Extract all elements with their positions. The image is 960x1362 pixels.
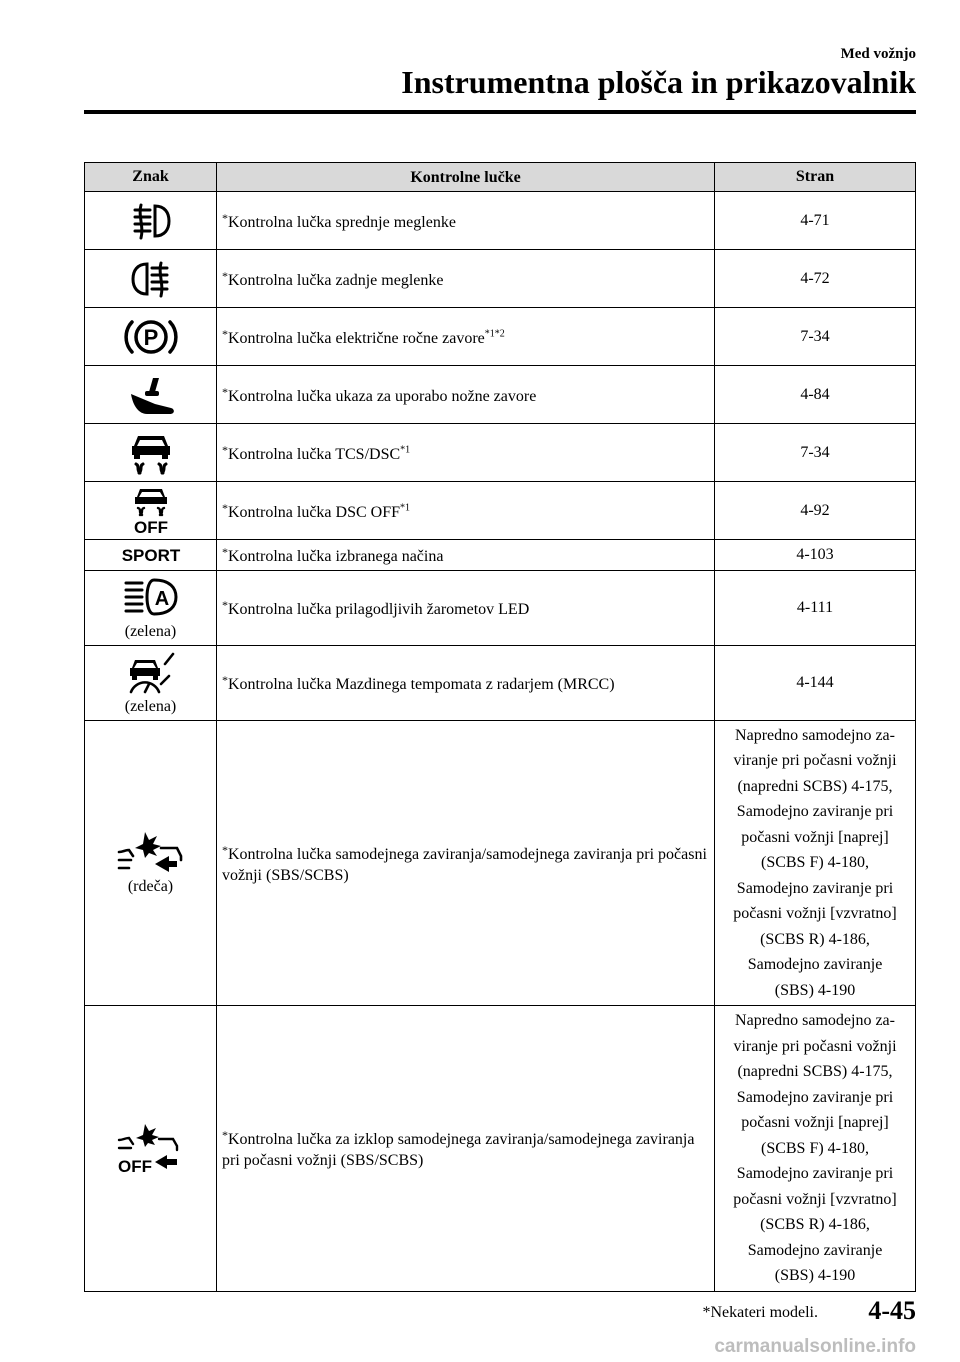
page-cell [715, 720, 916, 1006]
page-reference-line: Samodejno zaviranje pri [736, 1165, 894, 1182]
description-cell: *Kontrolna lučka Mazdinega tempomata z radarjem (MRCC) [217, 645, 715, 720]
rear-fog-light-icon [129, 259, 173, 299]
warning-lights-table [84, 162, 916, 1292]
svg-text:OFF: OFF [117, 1157, 152, 1175]
radar-cruise-control-icon [121, 650, 181, 694]
column-header-indicator: Kontrolne lučke [217, 163, 715, 192]
color-label: (zelena) [124, 697, 177, 715]
symbol-cell [85, 482, 217, 540]
page-reference-line: Samodejno zaviranje pri [736, 879, 894, 897]
table-row [85, 645, 916, 720]
table-row [85, 366, 916, 424]
color-label: (rdeča) [127, 877, 174, 895]
page-reference-line: Samodejno zaviranje [747, 956, 883, 973]
page-number: 4-45 [868, 1296, 916, 1325]
brake-pedal-icon [125, 374, 177, 416]
table-row [85, 1006, 916, 1292]
symbol-cell [85, 192, 217, 250]
page-reference-line: (napredni SCBS) 4-175, [737, 1063, 893, 1080]
description-cell: *Kontrolna lučka samodejnega zaviranja/samodejnega zaviranja pri počasni vožnji (SBS/SCBS) [217, 720, 715, 1006]
symbol-cell [85, 1006, 217, 1292]
sport-mode-icon [113, 545, 189, 565]
symbol-cell [85, 540, 217, 571]
watermark: carmanualsonline.info [714, 1336, 916, 1357]
page-cell: 4-103 [715, 540, 916, 571]
page-cell [715, 1006, 916, 1292]
table-row [85, 250, 916, 308]
page-cell: 4-92 [715, 482, 916, 540]
page-reference-line: Samodejno zaviranje pri [736, 1088, 894, 1106]
table-row [85, 570, 916, 645]
footnote: *Nekateri modeli. [702, 1304, 818, 1321]
svg-text:SPORT: SPORT [121, 545, 180, 565]
dsc-off-icon [124, 487, 178, 535]
header-rule [84, 110, 916, 114]
page-cell: 4-144 [715, 645, 916, 720]
page-reference-line: (SBS) 4-190 [774, 981, 856, 999]
table-row [85, 308, 916, 366]
page-cell: 4-84 [715, 366, 916, 424]
svg-text:A: A [154, 587, 169, 610]
page-reference-line: Napredno samodejno za- [735, 1012, 895, 1029]
symbol-cell [85, 720, 217, 1006]
table-row [85, 720, 916, 1006]
table-header-row [85, 163, 916, 192]
symbol-cell [85, 366, 217, 424]
table-row [85, 424, 916, 482]
page-reference-line: viranje pri počasni vožnji [733, 1037, 897, 1055]
description-cell: *Kontrolna lučka ukaza za uporabo nožne zavore [217, 366, 715, 424]
page-reference-line: (SBS) 4-190 [774, 1267, 856, 1284]
front-fog-light-icon [129, 201, 173, 241]
page-reference-line: Samodejno zaviranje [747, 1241, 883, 1259]
page-title: Instrumentna plošča in prikazovalnik [401, 64, 916, 100]
description-cell: *Kontrolna lučka sprednje meglenke [217, 192, 715, 250]
table-row [85, 540, 916, 571]
page-reference-line: (SCBS R) 4-186, [760, 930, 870, 948]
section-label: Med vožnjo [840, 46, 916, 62]
page-reference-line: Samodejno zaviranje pri [736, 803, 894, 820]
page-reference-line: (SCBS R) 4-186, [760, 1216, 870, 1233]
description-cell: *Kontrolna lučka električne ročne zavore$^{*1*2}$ [217, 308, 715, 366]
description-cell: *Kontrolna lučka izbranega načina [217, 540, 715, 571]
symbol-cell [85, 308, 217, 366]
page-reference-line: počasni vožnji [naprej] [741, 1114, 889, 1131]
page-reference-line: (SCBS F) 4-180, [760, 854, 870, 871]
description-cell: *Kontrolna lučka DSC OFF$^{*1}$ [217, 482, 715, 540]
page-reference-line: počasni vožnji [naprej] [741, 828, 889, 846]
electric-parking-brake-icon [120, 315, 182, 359]
symbol-cell [85, 570, 217, 645]
symbol-cell [85, 424, 217, 482]
svg-text:OFF: OFF [133, 517, 168, 535]
page-cell: 7-34 [715, 424, 916, 482]
column-header-symbol: Znak [85, 163, 217, 192]
description-cell: *Kontrolna lučka prilagodljivih žarometov LED [217, 570, 715, 645]
description-cell: *Kontrolna lučka zadnje meglenke [217, 250, 715, 308]
adaptive-led-headlight-icon [118, 575, 184, 619]
page-reference-line: počasni vožnji [vzvratno] [733, 1190, 897, 1208]
smart-brake-support-icon [115, 830, 187, 874]
column-header-page: Stran [715, 163, 916, 192]
page-cell: 4-71 [715, 192, 916, 250]
description-cell: *Kontrolna lučka TCS/DSC$^{*1}$ [217, 424, 715, 482]
page-cell: 4-72 [715, 250, 916, 308]
page-reference-line: (napredni SCBS) 4-175, [737, 777, 893, 795]
page-cell: 4-111 [715, 570, 916, 645]
symbol-cell [85, 250, 217, 308]
description-cell: *Kontrolna lučka za izklop samodejnega zaviranja/samodejnega zaviranja pri počasni vožnji (SBS/SCBS) [217, 1006, 715, 1292]
page-reference-line: viranje pri počasni vožnji [733, 752, 897, 769]
table-row [85, 482, 916, 540]
page-cell: 7-34 [715, 308, 916, 366]
tcs-dsc-icon [126, 430, 176, 476]
page-reference-line: počasni vožnji [vzvratno] [733, 905, 897, 922]
smart-brake-support-off-icon [115, 1122, 187, 1174]
color-label: (zelena) [124, 622, 177, 640]
symbol-cell [85, 645, 217, 720]
page-reference-line: Napredno samodejno za- [735, 726, 895, 744]
table-row [85, 192, 916, 250]
page-reference-line: (SCBS F) 4-180, [760, 1139, 870, 1157]
svg-text:P: P [143, 324, 158, 350]
